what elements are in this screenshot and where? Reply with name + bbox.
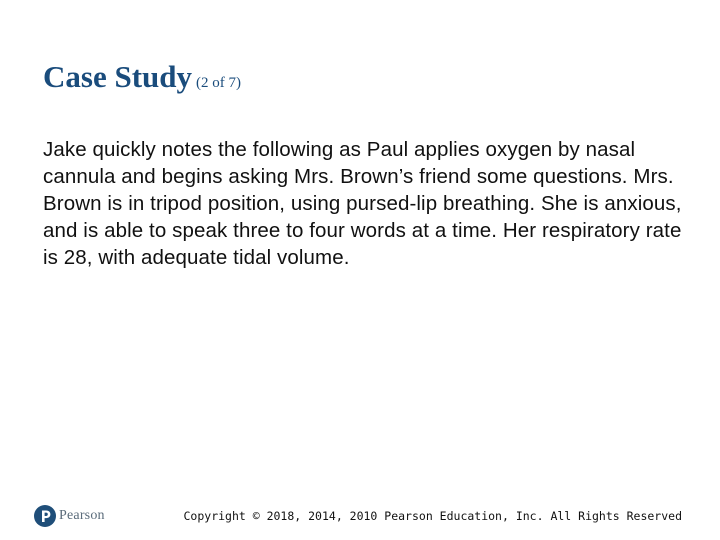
pearson-logo-icon xyxy=(34,505,56,527)
pearson-logo-text: Pearson xyxy=(59,508,105,523)
copyright-notice: Copyright © 2018, 2014, 2010 Pearson Education, Inc. All Rights Reserved xyxy=(183,509,682,523)
slide-title xyxy=(43,55,241,105)
footer xyxy=(0,500,720,534)
slide-body-text: Jake quickly notes the following as Paul applies oxygen by nasal cannula and begins asking Mrs. Brown’s friend some questions. Mrs. Brown is in tripod position, using pursed-lip breathing. She is anxious, and is able to speak three to four words at a time. Her respiratory rate is 28, with adequate tidal volume. xyxy=(43,138,682,269)
pearson-logo xyxy=(34,503,105,529)
slide-title-text: Case Study xyxy=(43,59,193,94)
slide-counter: (2 of 7) xyxy=(196,75,242,91)
